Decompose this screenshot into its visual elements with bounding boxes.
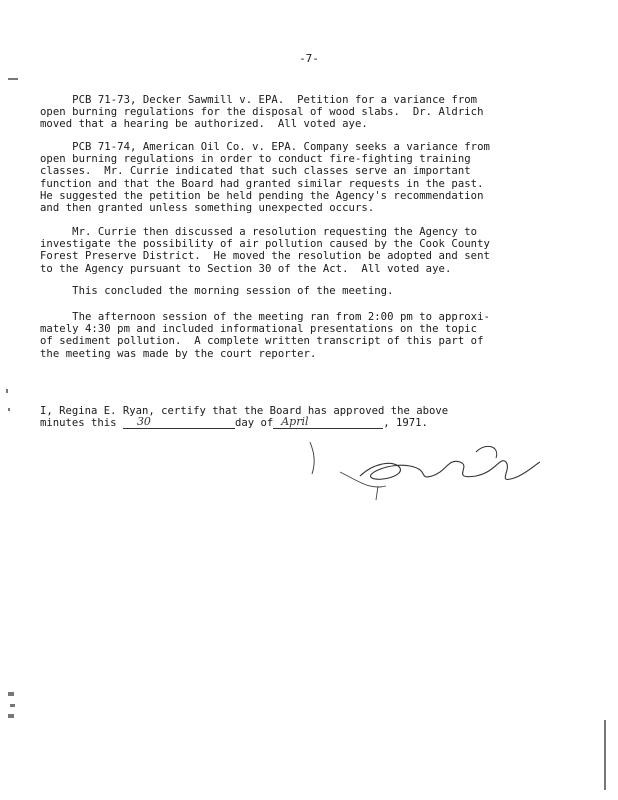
handwritten-month: April — [281, 415, 309, 429]
minutes-this-label: minutes this — [40, 417, 117, 430]
scan-speck — [8, 714, 14, 718]
text-line: This concluded the morning session of the meeting. — [40, 285, 394, 297]
paragraph-pcb-71-73 — [40, 94, 560, 131]
scan-speck — [8, 78, 18, 80]
scan-speck — [604, 720, 606, 790]
text-line: PCB 71-74, American Oil Co. v. EPA. Company seeks a variance from — [40, 141, 490, 153]
day-of-label: day of — [234, 417, 274, 430]
text-line: Forest Preserve District. He moved the resolution be adopted and sent — [40, 250, 490, 263]
handwritten-day: 30 — [136, 415, 151, 429]
month-blank — [273, 417, 383, 429]
scan-speck — [6, 389, 8, 393]
text-line: He suggested the petition be held pending the Agency's recommendation — [40, 189, 484, 202]
text-line: classes. Mr. Currie indicated that such classes serve an important — [40, 165, 471, 178]
paragraph-morning-session — [40, 285, 560, 297]
certification-block — [40, 405, 580, 429]
scan-speck — [8, 692, 14, 696]
paragraph-afternoon-session — [40, 311, 560, 360]
text-line: investigate the possibility of air pollution caused by the Cook County — [40, 238, 490, 251]
text-line: of sediment pollution. A complete written transcript of this part of — [40, 335, 484, 348]
text-line: to the Agency pursuant to Section 30 of the Act. All voted aye. — [40, 262, 452, 275]
text-line: moved that a hearing be authorized. All voted aye. — [40, 118, 368, 131]
text-line: Mr. Currie then discussed a resolution requesting the Agency to — [40, 226, 478, 238]
text-line: The afternoon session of the meeting ran from 2:00 pm to approxi- — [40, 311, 490, 323]
certification-line: I, Regina E. Ryan, certify that the Board has approved the above — [40, 405, 449, 417]
text-line: open burning regulations in order to conduct fire-fighting training — [40, 153, 471, 166]
paragraph-pcb-71-74 — [40, 141, 560, 214]
year-label: , 1971. — [383, 417, 428, 430]
text-line: and then granted unless something unexpected occurs. — [40, 202, 375, 215]
certification-date-line — [40, 417, 580, 429]
text-line: function and that the Board had granted similar requests in the past. — [40, 177, 484, 190]
paragraph-cook-county-resolution — [40, 226, 560, 275]
scan-speck — [8, 408, 10, 411]
page-number: -7- — [299, 52, 319, 65]
text-line: PCB 71-73, Decker Sawmill v. EPA. Petition for a variance from — [40, 94, 478, 106]
text-line: the meeting was made by the court reporter. — [40, 347, 317, 360]
text-line: open burning regulations for the disposal of wood slabs. Dr. Aldrich — [40, 106, 484, 119]
text-line: mately 4:30 pm and included informational presentations on the topic — [40, 323, 478, 336]
scan-speck — [10, 704, 15, 707]
day-blank — [123, 417, 235, 429]
signature-icon — [300, 432, 560, 502]
